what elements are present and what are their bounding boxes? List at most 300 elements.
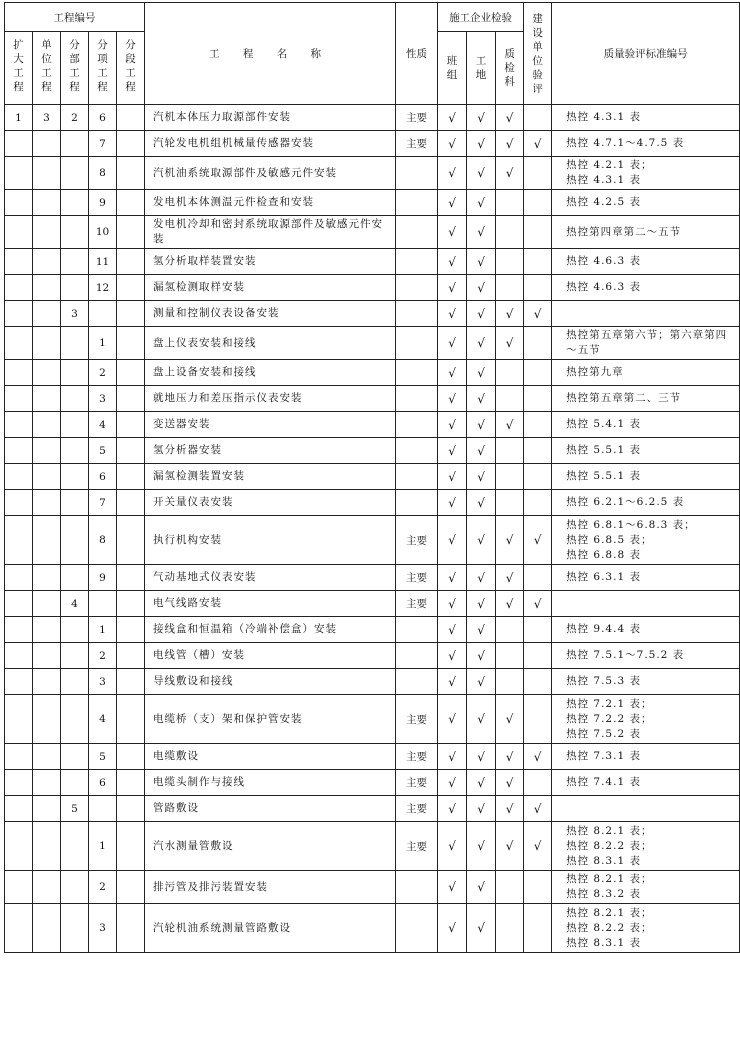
table-row [5, 157, 740, 190]
qc-check-cell: √ [496, 105, 524, 131]
standard-cell: 热控第五章第二、三节 [552, 386, 740, 412]
table-row [5, 464, 740, 490]
code-col-1-cell [5, 822, 33, 871]
code-col-5-cell [117, 131, 145, 157]
nature-cell: 主要 [396, 591, 438, 617]
code-col-3-cell [61, 157, 89, 190]
site-check-cell: √ [467, 695, 496, 744]
nature-cell: 主要 [396, 131, 438, 157]
site-check-cell: √ [467, 516, 496, 565]
owner-check-cell [524, 386, 552, 412]
code-col-1-cell [5, 516, 33, 565]
project-name-cell: 汽机油系统取源部件及敏感元件安装 [145, 157, 396, 190]
code-col-2-cell [33, 327, 61, 360]
qc-check-cell: √ [496, 822, 524, 871]
site-check-cell: √ [467, 871, 496, 904]
team-check-cell: √ [438, 744, 467, 770]
owner-check-cell: √ [524, 516, 552, 565]
table-row [5, 131, 740, 157]
code-col-3-cell [61, 438, 89, 464]
code-col-5-cell [117, 744, 145, 770]
standard-cell: 热控 5.4.1 表 [552, 412, 740, 438]
team-check-cell: √ [438, 190, 467, 216]
code-col-4-cell: 10 [89, 216, 117, 249]
code-col-3-cell [61, 871, 89, 904]
code-col-3-cell: 3 [61, 301, 89, 327]
nature-cell [396, 157, 438, 190]
project-name-cell: 测量和控制仪表设备安装 [145, 301, 396, 327]
code-col-3-cell [61, 386, 89, 412]
code-col-3-cell [61, 216, 89, 249]
table-row [5, 643, 740, 669]
code-col-4-cell: 8 [89, 516, 117, 565]
code-col-5-cell [117, 695, 145, 744]
team-check-cell: √ [438, 275, 467, 301]
owner-check-cell [524, 157, 552, 190]
owner-check-cell [524, 105, 552, 131]
owner-acceptance-header: 建设单位验评 [524, 3, 552, 105]
code-col-5-cell [117, 904, 145, 953]
qc-check-cell: √ [496, 412, 524, 438]
code-col-3-cell: 2 [61, 105, 89, 131]
code-col-4-cell: 6 [89, 770, 117, 796]
code-col-1-cell [5, 190, 33, 216]
standard-cell: 热控 4.2.5 表 [552, 190, 740, 216]
table-row [5, 301, 740, 327]
code-col-4-cell: 4 [89, 695, 117, 744]
code-col-4-cell: 6 [89, 105, 117, 131]
code-col-2-cell [33, 190, 61, 216]
team-check-cell: √ [438, 249, 467, 275]
code-col-4-cell: 4 [89, 412, 117, 438]
table-row [5, 249, 740, 275]
code-col-3-cell [61, 669, 89, 695]
code-col-5-cell [117, 871, 145, 904]
standard-cell: 热控 8.2.1 表； 热控 8.2.2 表； 热控 8.3.1 表 [552, 904, 740, 953]
qc-check-cell [496, 275, 524, 301]
qc-check-cell [496, 464, 524, 490]
qc-check-cell [496, 216, 524, 249]
code-col-2-cell [33, 412, 61, 438]
nature-cell [396, 412, 438, 438]
qc-check-cell: √ [496, 796, 524, 822]
owner-check-cell [524, 275, 552, 301]
owner-check-cell [524, 695, 552, 744]
code-col-2-cell [33, 591, 61, 617]
code-col-3-cell [61, 360, 89, 386]
team-check-cell: √ [438, 565, 467, 591]
standard-cell: 热控 5.5.1 表 [552, 438, 740, 464]
quality-acceptance-table [4, 2, 740, 953]
site-check-cell: √ [467, 105, 496, 131]
project-name-cell: 电气线路安装 [145, 591, 396, 617]
owner-check-cell [524, 249, 552, 275]
site-check-cell: √ [467, 822, 496, 871]
code-col-3-cell [61, 464, 89, 490]
code-col-5-cell [117, 669, 145, 695]
code-col-2-cell [33, 490, 61, 516]
nature-cell [396, 617, 438, 643]
nature-cell [396, 275, 438, 301]
qc-check-cell [496, 871, 524, 904]
qc-check-cell: √ [496, 565, 524, 591]
site-check-cell: √ [467, 216, 496, 249]
qc-check-cell: √ [496, 131, 524, 157]
table-row [5, 438, 740, 464]
owner-check-cell: √ [524, 822, 552, 871]
code-col-2-cell [33, 386, 61, 412]
site-check-cell: √ [467, 490, 496, 516]
project-name-cell: 电线管（槽）安装 [145, 643, 396, 669]
standard-cell: 热控 8.2.1 表； 热控 8.2.2 表； 热控 8.3.1 表 [552, 822, 740, 871]
code-col-3-cell [61, 327, 89, 360]
site-check-cell: √ [467, 904, 496, 953]
code-col-3-cell [61, 412, 89, 438]
standard-cell: 热控 9.4.4 表 [552, 617, 740, 643]
nature-cell: 主要 [396, 565, 438, 591]
project-name-cell: 气动基地式仪表安装 [145, 565, 396, 591]
project-name-cell: 汽机本体压力取源部件安装 [145, 105, 396, 131]
code-col-5-cell [117, 770, 145, 796]
site-check-cell: √ [467, 327, 496, 360]
code-col-1-cell [5, 157, 33, 190]
code-col-5-cell [117, 617, 145, 643]
project-name-cell: 氢分析器安装 [145, 438, 396, 464]
code-col-3-cell [61, 617, 89, 643]
qc-check-cell: √ [496, 744, 524, 770]
team-check-cell: √ [438, 871, 467, 904]
qc-check-cell: √ [496, 301, 524, 327]
code-col-3-cell [61, 695, 89, 744]
team-check-cell: √ [438, 591, 467, 617]
code-col-1-cell [5, 464, 33, 490]
standard-cell: 热控 4.7.1～4.7.5 表 [552, 131, 740, 157]
code-col-1-cell [5, 216, 33, 249]
code-col-5-cell [117, 301, 145, 327]
qc-check-cell [496, 904, 524, 953]
owner-check-cell [524, 617, 552, 643]
table-row [5, 904, 740, 953]
code-col-2-cell [33, 438, 61, 464]
qc-check-cell: √ [496, 695, 524, 744]
code-col-4-cell: 2 [89, 643, 117, 669]
owner-check-cell [524, 669, 552, 695]
code-col-2-cell [33, 617, 61, 643]
site-check-cell: √ [467, 744, 496, 770]
team-check-cell: √ [438, 796, 467, 822]
standard-cell: 热控 7.5.1～7.5.2 表 [552, 643, 740, 669]
standard-cell: 热控第四章第二～五节 [552, 216, 740, 249]
code-col-5-cell [117, 796, 145, 822]
owner-check-cell [524, 643, 552, 669]
code-col-2-cell [33, 669, 61, 695]
code-col-5-cell [117, 643, 145, 669]
qc-check-cell [496, 490, 524, 516]
project-name-cell: 导线敷设和接线 [145, 669, 396, 695]
team-check-cell: √ [438, 669, 467, 695]
code-col-2-cell [33, 695, 61, 744]
code-col-2-cell [33, 464, 61, 490]
table-row [5, 744, 740, 770]
code-col-4-cell: 1 [89, 822, 117, 871]
code-col-3-cell [61, 190, 89, 216]
nature-cell [396, 190, 438, 216]
nature-cell [396, 643, 438, 669]
code-col-1-cell [5, 904, 33, 953]
code-col-2-cell [33, 360, 61, 386]
code-col-5-cell [117, 360, 145, 386]
code-col-1-cell [5, 591, 33, 617]
code-col-3-cell [61, 275, 89, 301]
code-col-4-cell: 11 [89, 249, 117, 275]
code-col-5-cell [117, 438, 145, 464]
project-name-cell: 发电机冷却和密封系统取源部件及敏感元件安装 [145, 216, 396, 249]
table-row [5, 591, 740, 617]
code-col-3-cell [61, 643, 89, 669]
team-check-cell: √ [438, 617, 467, 643]
table-row [5, 695, 740, 744]
standard-cell: 热控 6.8.1～6.8.3 表； 热控 6.8.5 表； 热控 6.8.8 表 [552, 516, 740, 565]
code-col-4-cell: 2 [89, 871, 117, 904]
project-name-cell: 排污管及排污装置安装 [145, 871, 396, 904]
code-col-1-cell [5, 301, 33, 327]
project-name-cell: 管路敷设 [145, 796, 396, 822]
nature-cell: 主要 [396, 516, 438, 565]
code-col-4-cell: 9 [89, 190, 117, 216]
code-col-2-cell [33, 822, 61, 871]
standard-cell: 热控 6.3.1 表 [552, 565, 740, 591]
site-check-cell: √ [467, 190, 496, 216]
site-check-cell: √ [467, 565, 496, 591]
code-col-4-cell: 5 [89, 744, 117, 770]
code-col-4-cell: 2 [89, 360, 117, 386]
team-check-cell: √ [438, 464, 467, 490]
site-check-cell: √ [467, 386, 496, 412]
owner-check-cell [524, 565, 552, 591]
table-row [5, 190, 740, 216]
code-col-1-cell [5, 490, 33, 516]
code-col-3-cell [61, 516, 89, 565]
site-check-cell: √ [467, 249, 496, 275]
code-col-2-cell [33, 516, 61, 565]
code-col-1-cell [5, 438, 33, 464]
project-name-cell: 接线盒和恒温箱（冷端补偿盒）安装 [145, 617, 396, 643]
code-col-1-cell [5, 565, 33, 591]
qc-check-cell [496, 249, 524, 275]
owner-check-cell: √ [524, 744, 552, 770]
code-col-4-cell: 1 [89, 327, 117, 360]
code-col-3-cell [61, 131, 89, 157]
team-check-cell: √ [438, 695, 467, 744]
table-row [5, 871, 740, 904]
code-col-2-cell [33, 871, 61, 904]
code-col-2-cell [33, 643, 61, 669]
site-check-cell: √ [467, 360, 496, 386]
code-col-3-cell [61, 904, 89, 953]
nature-cell [396, 871, 438, 904]
nature-cell [396, 360, 438, 386]
site-check-cell: √ [467, 770, 496, 796]
standard-cell: 热控 7.4.1 表 [552, 770, 740, 796]
code-col-header: 分段工程 [117, 32, 145, 105]
nature-cell [396, 386, 438, 412]
qc-check-cell [496, 617, 524, 643]
team-check-cell: √ [438, 386, 467, 412]
team-check-cell: √ [438, 904, 467, 953]
code-col-4-cell: 9 [89, 565, 117, 591]
project-name-cell: 漏氢检测装置安装 [145, 464, 396, 490]
code-col-2-cell [33, 131, 61, 157]
code-col-1-cell: 1 [5, 105, 33, 131]
owner-check-cell [524, 216, 552, 249]
standard-cell: 热控 5.5.1 表 [552, 464, 740, 490]
code-col-4-cell: 7 [89, 131, 117, 157]
nature-cell [396, 216, 438, 249]
site-check-cell: √ [467, 591, 496, 617]
team-check-cell: √ [438, 157, 467, 190]
table-row [5, 669, 740, 695]
code-col-header: 分项工程 [89, 32, 117, 105]
site-check-cell: √ [467, 643, 496, 669]
code-col-5-cell [117, 190, 145, 216]
code-col-5-cell [117, 105, 145, 131]
site-check-cell: √ [467, 131, 496, 157]
standard-cell: 热控 7.5.3 表 [552, 669, 740, 695]
code-col-5-cell [117, 386, 145, 412]
code-col-1-cell [5, 770, 33, 796]
site-check-cell: √ [467, 617, 496, 643]
standard-header: 质量验评标准编号 [552, 3, 740, 105]
code-col-2-cell [33, 249, 61, 275]
qc-check-cell: √ [496, 516, 524, 565]
owner-check-cell [524, 490, 552, 516]
inspect-col-header: 质检科 [496, 32, 524, 105]
qc-check-cell [496, 438, 524, 464]
code-col-5-cell [117, 822, 145, 871]
inspect-col-header: 工地 [467, 32, 496, 105]
project-name-cell: 汽轮机油系统测量管路敷设 [145, 904, 396, 953]
team-check-cell: √ [438, 360, 467, 386]
table-row [5, 796, 740, 822]
owner-check-cell [524, 190, 552, 216]
code-col-4-cell: 3 [89, 386, 117, 412]
team-check-cell: √ [438, 105, 467, 131]
code-col-5-cell [117, 157, 145, 190]
code-col-4-cell: 1 [89, 617, 117, 643]
code-col-5-cell [117, 327, 145, 360]
standard-cell: 热控 4.2.1 表； 热控 4.3.1 表 [552, 157, 740, 190]
code-col-2-cell [33, 904, 61, 953]
team-check-cell: √ [438, 822, 467, 871]
standard-cell: 热控第九章 [552, 360, 740, 386]
code-col-header: 扩大工程 [5, 32, 33, 105]
project-name-header: 工 程 名 称 [145, 3, 396, 105]
qc-check-cell: √ [496, 157, 524, 190]
qc-check-cell: √ [496, 327, 524, 360]
code-col-3-cell [61, 249, 89, 275]
table-row [5, 490, 740, 516]
nature-cell [396, 904, 438, 953]
nature-header: 性质 [396, 3, 438, 105]
table-row [5, 770, 740, 796]
code-col-1-cell [5, 412, 33, 438]
code-col-2-cell [33, 157, 61, 190]
project-name-cell: 盘上仪表安装和接线 [145, 327, 396, 360]
table-row [5, 516, 740, 565]
project-name-cell: 电缆敷设 [145, 744, 396, 770]
code-col-1-cell [5, 643, 33, 669]
code-col-3-cell [61, 770, 89, 796]
code-col-1-cell [5, 695, 33, 744]
team-check-cell: √ [438, 301, 467, 327]
standard-cell: 热控 4.3.1 表 [552, 105, 740, 131]
code-col-5-cell [117, 412, 145, 438]
owner-check-cell: √ [524, 301, 552, 327]
code-col-5-cell [117, 490, 145, 516]
project-name-cell: 开关量仪表安装 [145, 490, 396, 516]
code-col-1-cell [5, 386, 33, 412]
code-col-1-cell [5, 796, 33, 822]
code-col-4-cell: 8 [89, 157, 117, 190]
nature-cell [396, 249, 438, 275]
standard-cell: 热控 7.3.1 表 [552, 744, 740, 770]
code-col-1-cell [5, 327, 33, 360]
code-col-1-cell [5, 249, 33, 275]
qc-check-cell [496, 190, 524, 216]
owner-check-cell [524, 770, 552, 796]
site-check-cell: √ [467, 796, 496, 822]
code-col-4-cell: 6 [89, 464, 117, 490]
table-row [5, 216, 740, 249]
owner-check-cell [524, 360, 552, 386]
project-name-cell: 就地压力和差压指示仪表安装 [145, 386, 396, 412]
code-col-5-cell [117, 516, 145, 565]
table-row [5, 360, 740, 386]
table-row [5, 386, 740, 412]
project-name-cell: 漏氢检测取样安装 [145, 275, 396, 301]
owner-check-cell [524, 464, 552, 490]
code-col-2-cell [33, 770, 61, 796]
project-name-cell: 汽轮发电机组机械量传感器安装 [145, 131, 396, 157]
code-col-3-cell [61, 744, 89, 770]
table-row [5, 822, 740, 871]
project-name-cell: 盘上设备安装和接线 [145, 360, 396, 386]
table-row [5, 565, 740, 591]
contractor-inspection-header: 施工企业检验 [438, 3, 524, 32]
team-check-cell: √ [438, 438, 467, 464]
nature-cell: 主要 [396, 796, 438, 822]
qc-check-cell [496, 669, 524, 695]
table-row [5, 327, 740, 360]
team-check-cell: √ [438, 412, 467, 438]
code-col-5-cell [117, 216, 145, 249]
owner-check-cell [524, 412, 552, 438]
table-row [5, 275, 740, 301]
code-col-2-cell: 3 [33, 105, 61, 131]
code-col-1-cell [5, 131, 33, 157]
code-col-4-cell: 3 [89, 904, 117, 953]
site-check-cell: √ [467, 157, 496, 190]
qc-check-cell: √ [496, 770, 524, 796]
standard-cell [552, 301, 740, 327]
team-check-cell: √ [438, 327, 467, 360]
standard-cell: 热控 6.2.1～6.2.5 表 [552, 490, 740, 516]
project-name-cell: 电缆头制作与接线 [145, 770, 396, 796]
nature-cell: 主要 [396, 695, 438, 744]
code-col-4-cell: 5 [89, 438, 117, 464]
site-check-cell: √ [467, 275, 496, 301]
standard-cell [552, 591, 740, 617]
